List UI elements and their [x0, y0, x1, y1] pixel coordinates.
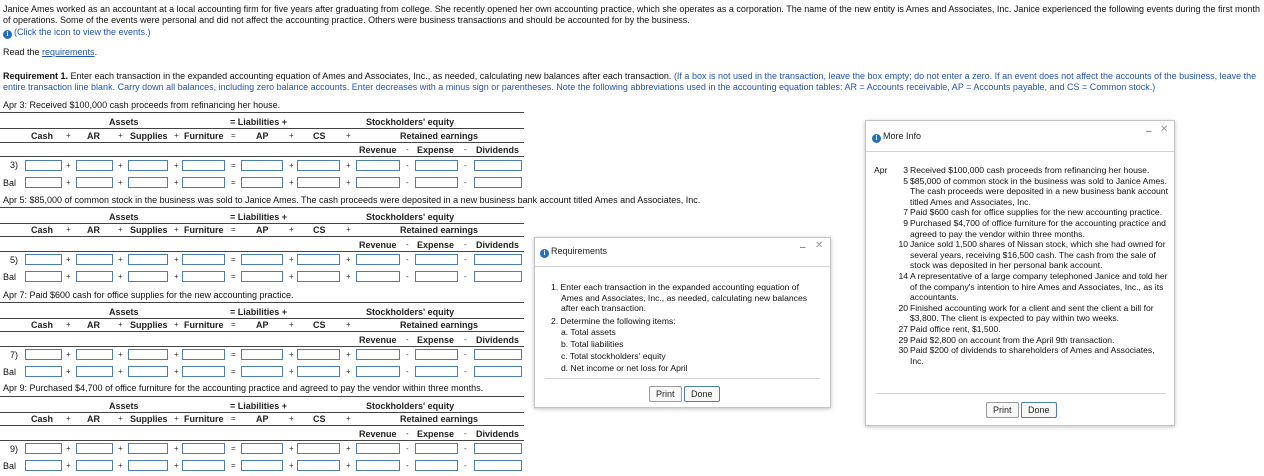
balance-label: Bal — [3, 178, 17, 188]
dividends-header: Dividends — [476, 335, 520, 345]
view-events-text[interactable]: (Click the icon to view the events.) — [14, 27, 151, 37]
furniture-balance-input[interactable] — [182, 460, 225, 471]
divider — [0, 425, 524, 426]
event-day: 29 — [898, 334, 908, 345]
cs-balance-input[interactable] — [297, 177, 340, 188]
row-label: 9) — [10, 444, 19, 454]
event-month — [874, 335, 898, 346]
cs-balance-input[interactable] — [297, 366, 340, 377]
requirement-item-b: b. Total liabilities — [561, 339, 624, 349]
event-text: Finished accounting work for a client and sent the client a bill for $3,800. The client is expected to pay within two weeks. — [910, 302, 1154, 324]
ar-balance-input[interactable] — [76, 460, 113, 471]
supplies-input[interactable] — [128, 349, 168, 360]
cash-input[interactable] — [25, 160, 62, 171]
balance-label: Bal — [3, 272, 17, 282]
ap-balance-input[interactable] — [241, 366, 283, 377]
ar-balance-input[interactable] — [76, 366, 113, 377]
ap-balance-input[interactable] — [241, 177, 283, 188]
divider — [876, 393, 1166, 394]
cash-header: Cash — [31, 414, 54, 424]
balance-label: Bal — [3, 367, 17, 377]
event-month — [874, 271, 898, 303]
event-row — [874, 303, 1170, 324]
event-row — [874, 176, 1170, 208]
divider — [0, 156, 524, 157]
equity-header: Stockholders' equity — [366, 307, 455, 317]
event-text: Janice sold 1,500 shares of Nissan stock, which she had owned for several years, receiving $16,500 cash. The cash from the sale of stock was deposited in her personal bank account. — [910, 239, 1166, 271]
supplies-header: Supplies — [130, 225, 168, 235]
ap-input[interactable] — [241, 254, 283, 265]
event-month — [874, 218, 898, 239]
ap-balance-input[interactable] — [241, 271, 283, 282]
cash-input[interactable] — [25, 349, 62, 360]
event-month — [874, 207, 898, 218]
info-icon[interactable]: i — [3, 30, 12, 39]
furniture-input[interactable] — [182, 443, 225, 454]
supplies-header: Supplies — [130, 131, 168, 141]
divider — [0, 440, 524, 441]
requirements-link[interactable]: requirements — [42, 47, 95, 57]
event-text: Received $100,000 cash proceeds from refinancing her house. — [910, 165, 1150, 175]
expense-balance-input[interactable] — [415, 460, 458, 471]
ar-input[interactable] — [76, 254, 113, 265]
read-requirements: Read the requirements. — [3, 47, 98, 57]
equity-header: Stockholders' equity — [366, 401, 455, 411]
retained-earnings-header: Retained earnings — [400, 320, 479, 330]
cs-header: CS — [313, 131, 326, 141]
divider — [0, 207, 524, 208]
cash-balance-input[interactable] — [25, 271, 62, 282]
requirement-item-2: 2. Determine the following items: — [551, 316, 676, 326]
event-day: 9 — [903, 217, 908, 228]
expense-input[interactable] — [415, 254, 458, 265]
expense-balance-input[interactable] — [415, 271, 458, 282]
cs-header: CS — [313, 414, 326, 424]
dividends-header: Dividends — [476, 429, 520, 439]
cash-header: Cash — [31, 225, 54, 235]
divider — [866, 151, 1174, 152]
event-day: 14 — [898, 270, 908, 281]
supplies-input[interactable] — [128, 254, 168, 265]
revenue-input[interactable] — [356, 254, 400, 265]
ap-input[interactable] — [241, 349, 283, 360]
transaction-title: Apr 9: Purchased $4,700 of office furniture for the accounting practice and agreed to pay the vendor within three months. — [3, 383, 484, 393]
expense-header: Expense — [417, 145, 455, 155]
furniture-header: Furniture — [184, 320, 224, 330]
retained-earnings-header: Retained earnings — [400, 131, 479, 141]
more-info-dialog-title: i More Info — [872, 131, 921, 143]
cs-input[interactable] — [297, 443, 340, 454]
revenue-balance-input[interactable] — [356, 460, 400, 471]
event-day: 20 — [898, 302, 908, 313]
assets-header: Assets — [109, 307, 139, 317]
event-row — [874, 218, 1170, 239]
requirement-note-1: (If a box is not used in the transaction, leave the box empty; do not enter a zero. If an event does not affect the accounts of the business, leave the — [673, 71, 1257, 81]
ap-input[interactable] — [241, 443, 283, 454]
divider — [0, 142, 524, 143]
revenue-input[interactable] — [356, 443, 400, 454]
event-day: 7 — [903, 207, 908, 218]
supplies-input[interactable] — [128, 160, 168, 171]
dividends-header: Dividends — [476, 240, 520, 250]
supplies-input[interactable] — [128, 443, 168, 454]
expense-header: Expense — [417, 429, 455, 439]
assets-header: Assets — [109, 212, 139, 222]
ar-input[interactable] — [76, 160, 113, 171]
ar-header: AR — [87, 225, 100, 235]
ar-header: AR — [87, 320, 100, 330]
event-row — [874, 345, 1170, 366]
transaction-title: Apr 5: $85,000 of common stock in the business was sold to Janice Ames. The cash proceeds were deposited in a new business bank account titled Ames and Associates, Inc. — [3, 195, 701, 205]
cs-input[interactable] — [297, 254, 340, 265]
expense-balance-input[interactable] — [415, 177, 458, 188]
revenue-input[interactable] — [356, 349, 400, 360]
furniture-input[interactable] — [182, 349, 225, 360]
cash-balance-input[interactable] — [25, 460, 62, 471]
view-events-link[interactable] — [3, 27, 151, 39]
ap-input[interactable] — [241, 160, 283, 171]
event-month — [874, 324, 898, 335]
ar-balance-input[interactable] — [76, 271, 113, 282]
expense-header: Expense — [417, 240, 455, 250]
retained-earnings-header: Retained earnings — [400, 414, 479, 424]
furniture-input[interactable] — [182, 254, 225, 265]
divider — [535, 266, 830, 267]
events-table — [874, 165, 1170, 366]
revenue-input[interactable] — [356, 160, 400, 171]
divider — [0, 412, 524, 413]
divider — [0, 331, 524, 332]
dividends-balance-input[interactable] — [474, 271, 522, 282]
ap-header: AP — [256, 414, 269, 424]
furniture-balance-input[interactable] — [182, 271, 225, 282]
transaction-title: Apr 3: Received $100,000 cash proceeds from refinancing her house. — [3, 100, 281, 110]
supplies-balance-input[interactable] — [128, 177, 168, 188]
more-info-dialog — [865, 120, 1175, 426]
cash-header: Cash — [31, 131, 54, 141]
dividends-balance-input[interactable] — [474, 366, 522, 377]
dividends-input[interactable] — [474, 160, 522, 171]
dividends-header: Dividends — [476, 145, 520, 155]
event-text: Purchased $4,700 of office furniture for the accounting practice and agreed to pay the vendor within three months. — [910, 217, 1166, 239]
furniture-balance-input[interactable] — [182, 177, 225, 188]
requirement-item-a: a. Total assets — [561, 327, 616, 337]
event-text: Paid office rent, $1,500. — [910, 323, 1001, 334]
requirement-item-1: 1. Enter each transaction in the expanded accounting equation of Ames and Associates, Inc., as needed, calculating new balances after each transaction. — [551, 282, 808, 313]
event-row — [874, 207, 1170, 218]
cash-balance-input[interactable] — [25, 177, 62, 188]
minimize-icon[interactable]: – — [800, 242, 806, 253]
row-label: 3) — [10, 160, 19, 170]
revenue-header: Revenue — [359, 335, 397, 345]
furniture-header: Furniture — [184, 225, 224, 235]
event-month — [874, 239, 898, 271]
cash-input[interactable] — [25, 443, 62, 454]
divider — [0, 318, 524, 319]
furniture-input[interactable] — [182, 160, 225, 171]
furniture-header: Furniture — [184, 131, 224, 141]
requirement-note-2: entire transaction line blank. Carry down all balances, including zero balance accounts. Enter decreases with a minus sign or parentheses. Note the following abbreviations used in the accounting equation tables: AR = Accounts receivable, AP = Accounts payable, and CS = Common stock.) — [3, 82, 1156, 92]
assets-header: Assets — [109, 401, 139, 411]
minimize-icon[interactable]: – — [1146, 126, 1152, 137]
event-row — [874, 335, 1170, 346]
expense-input[interactable] — [415, 160, 458, 171]
balance-label: Bal — [3, 461, 17, 471]
equity-header: Stockholders' equity — [366, 117, 455, 127]
liabilities-header: = Liabilities + — [230, 212, 288, 222]
event-text: A representative of a large company telephoned Janice and told her of the company's intention to hire Ames and Associates, Inc., as its accountants. — [910, 270, 1168, 303]
event-row — [874, 271, 1170, 303]
event-day: 5 — [903, 175, 908, 186]
cs-header: CS — [313, 225, 326, 235]
ar-header: AR — [87, 131, 100, 141]
close-icon[interactable]: ✕ — [1160, 124, 1169, 135]
dividends-balance-input[interactable] — [474, 177, 522, 188]
event-text: Paid $2,800 on account from the April 9th transaction. — [910, 334, 1115, 345]
liabilities-header: = Liabilities + — [230, 117, 288, 127]
divider — [545, 378, 820, 379]
event-text: $85,000 of common stock in the business was sold to Janice Ames. The cash proceeds were deposited in a new business bank account titled Ames and Associates, Inc. — [910, 175, 1168, 207]
ap-balance-input[interactable] — [241, 460, 283, 471]
supplies-balance-input[interactable] — [128, 366, 168, 377]
divider — [0, 223, 524, 224]
ar-balance-input[interactable] — [76, 177, 113, 188]
supplies-balance-input[interactable] — [128, 271, 168, 282]
requirement-1-line-1: Requirement 1. Enter each transaction in the expanded accounting equation of Ames and Associates, Inc., as needed, calculating new balances after each transaction. (If a box is not used in the transaction, leave the box empty; do not enter a zero. If an event does not affect the accounts of the business, leave the — [3, 71, 1257, 81]
event-month — [874, 176, 898, 208]
supplies-header: Supplies — [130, 320, 168, 330]
event-day: 3 — [903, 165, 908, 175]
divider — [0, 128, 524, 129]
requirement-item-c: c. Total stockholders' equity — [561, 351, 666, 361]
ar-header: AR — [87, 414, 100, 424]
revenue-header: Revenue — [359, 145, 397, 155]
cs-header: CS — [313, 320, 326, 330]
divider — [0, 251, 524, 252]
cs-balance-input[interactable] — [297, 460, 340, 471]
expense-header: Expense — [417, 335, 455, 345]
assets-header: Assets — [109, 117, 139, 127]
supplies-balance-input[interactable] — [128, 460, 168, 471]
ar-input[interactable] — [76, 443, 113, 454]
event-row — [874, 239, 1170, 271]
event-month — [874, 303, 898, 324]
info-icon: i — [540, 249, 549, 258]
revenue-balance-input[interactable] — [356, 366, 400, 377]
requirements-dialog-title: i Requirements — [540, 246, 607, 258]
row-label: 7) — [10, 350, 19, 360]
cash-balance-input[interactable] — [25, 366, 62, 377]
event-month: Apr — [874, 165, 888, 175]
event-row — [874, 165, 1170, 176]
revenue-balance-input[interactable] — [356, 271, 400, 282]
expense-input[interactable] — [415, 349, 458, 360]
supplies-header: Supplies — [130, 414, 168, 424]
event-day: 30 — [898, 345, 908, 356]
dividends-input[interactable] — [474, 349, 522, 360]
transaction-title: Apr 7: Paid $600 cash for office supplies for the new accounting practice. — [3, 290, 294, 300]
cash-input[interactable] — [25, 254, 62, 265]
event-day: 27 — [898, 323, 908, 334]
ar-input[interactable] — [76, 349, 113, 360]
ap-header: AP — [256, 320, 269, 330]
revenue-header: Revenue — [359, 429, 397, 439]
print-button[interactable]: Print — [649, 386, 682, 402]
expense-input[interactable] — [415, 443, 458, 454]
dividends-balance-input[interactable] — [474, 460, 522, 471]
close-icon[interactable]: ✕ — [815, 240, 824, 251]
requirement-label: Requirement 1. — [3, 71, 69, 81]
divider — [0, 236, 524, 237]
cs-input[interactable] — [297, 349, 340, 360]
expense-balance-input[interactable] — [415, 366, 458, 377]
requirements-dialog — [534, 237, 831, 408]
ap-header: AP — [256, 131, 269, 141]
revenue-header: Revenue — [359, 240, 397, 250]
cash-header: Cash — [31, 320, 54, 330]
retained-earnings-header: Retained earnings — [400, 225, 479, 235]
event-row — [874, 324, 1170, 335]
cs-balance-input[interactable] — [297, 271, 340, 282]
divider — [0, 112, 524, 113]
equity-header: Stockholders' equity — [366, 212, 455, 222]
event-text: Paid $600 cash for office supplies for the new accounting practice. — [910, 207, 1163, 218]
dividends-input[interactable] — [474, 443, 522, 454]
done-button[interactable]: Done — [1021, 402, 1057, 418]
done-button[interactable]: Done — [684, 386, 720, 402]
intro-line-2: of operations. Some of the events were personal and did not affect the accounting practice. Others were business transactions and should be accounted for by the business. — [3, 15, 690, 25]
divider — [0, 346, 524, 347]
liabilities-header: = Liabilities + — [230, 401, 288, 411]
furniture-balance-input[interactable] — [182, 366, 225, 377]
info-icon: i — [872, 134, 881, 143]
dividends-input[interactable] — [474, 254, 522, 265]
print-button[interactable]: Print — [986, 402, 1019, 418]
furniture-header: Furniture — [184, 414, 224, 424]
divider — [0, 302, 524, 303]
event-day: 10 — [898, 239, 908, 250]
event-text: Paid $200 of dividends to shareholders of Ames and Associates, Inc. — [910, 345, 1155, 366]
requirement-item-d: d. Net income or net loss for April — [561, 363, 688, 373]
ap-header: AP — [256, 225, 269, 235]
intro-line-1: Janice Ames worked as an accountant at a local accounting firm for five years after graduating from college. She recently opened her own accounting practice, which she operates as a corporation. The name of the new entity is Ames and Associates, Inc. Janice experienced the following events during the first month — [3, 4, 1261, 14]
divider — [0, 396, 524, 397]
cs-input[interactable] — [297, 160, 340, 171]
liabilities-header: = Liabilities + — [230, 307, 288, 317]
event-month — [874, 345, 898, 366]
revenue-balance-input[interactable] — [356, 177, 400, 188]
row-label: 5) — [10, 255, 19, 265]
